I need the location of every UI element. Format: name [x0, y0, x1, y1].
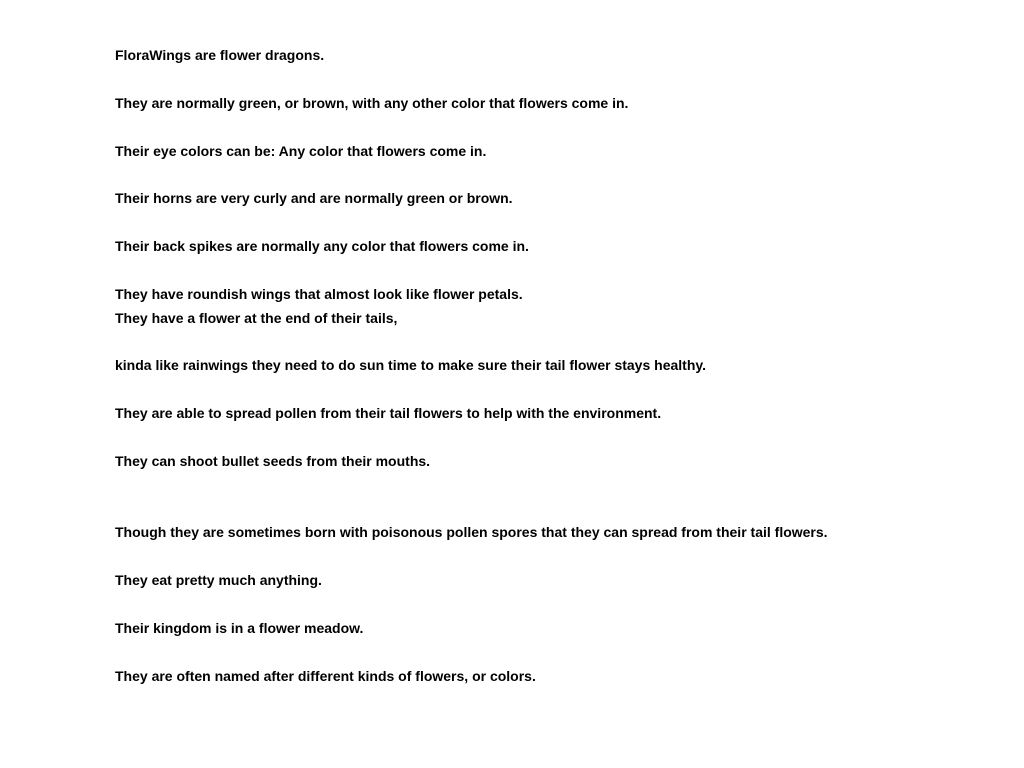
paragraph-line: They are able to spread pollen from their tail flowers to help with the environment. [115, 405, 662, 421]
paragraph-line: They are normally green, or brown, with any other color that flowers come in. [115, 95, 629, 111]
paragraph-line: They have a flower at the end of their tails, [115, 310, 398, 326]
paragraph-line: They are often named after different kinds of flowers, or colors. [115, 668, 536, 684]
paragraph-line: Though they are sometimes born with poisonous pollen spores that they can spread from their tail flowers. [115, 524, 828, 540]
paragraph-line: Their horns are very curly and are normally green or brown. [115, 190, 513, 206]
paragraph-line: They eat pretty much anything. [115, 572, 322, 588]
paragraph-line: They have roundish wings that almost look like flower petals. [115, 286, 523, 302]
paragraph-line: Their back spikes are normally any color that flowers come in. [115, 238, 529, 254]
paragraph-line: Their kingdom is in a flower meadow. [115, 620, 364, 636]
paragraph-line: FloraWings are flower dragons. [115, 47, 325, 63]
paragraph-line: They can shoot bullet seeds from their mouths. [115, 453, 431, 469]
paragraph-line: kinda like rainwings they need to do sun time to make sure their tail flower stays healthy. [115, 357, 707, 373]
paragraph-line: Their eye colors can be: Any color that flowers come in. [115, 143, 487, 159]
